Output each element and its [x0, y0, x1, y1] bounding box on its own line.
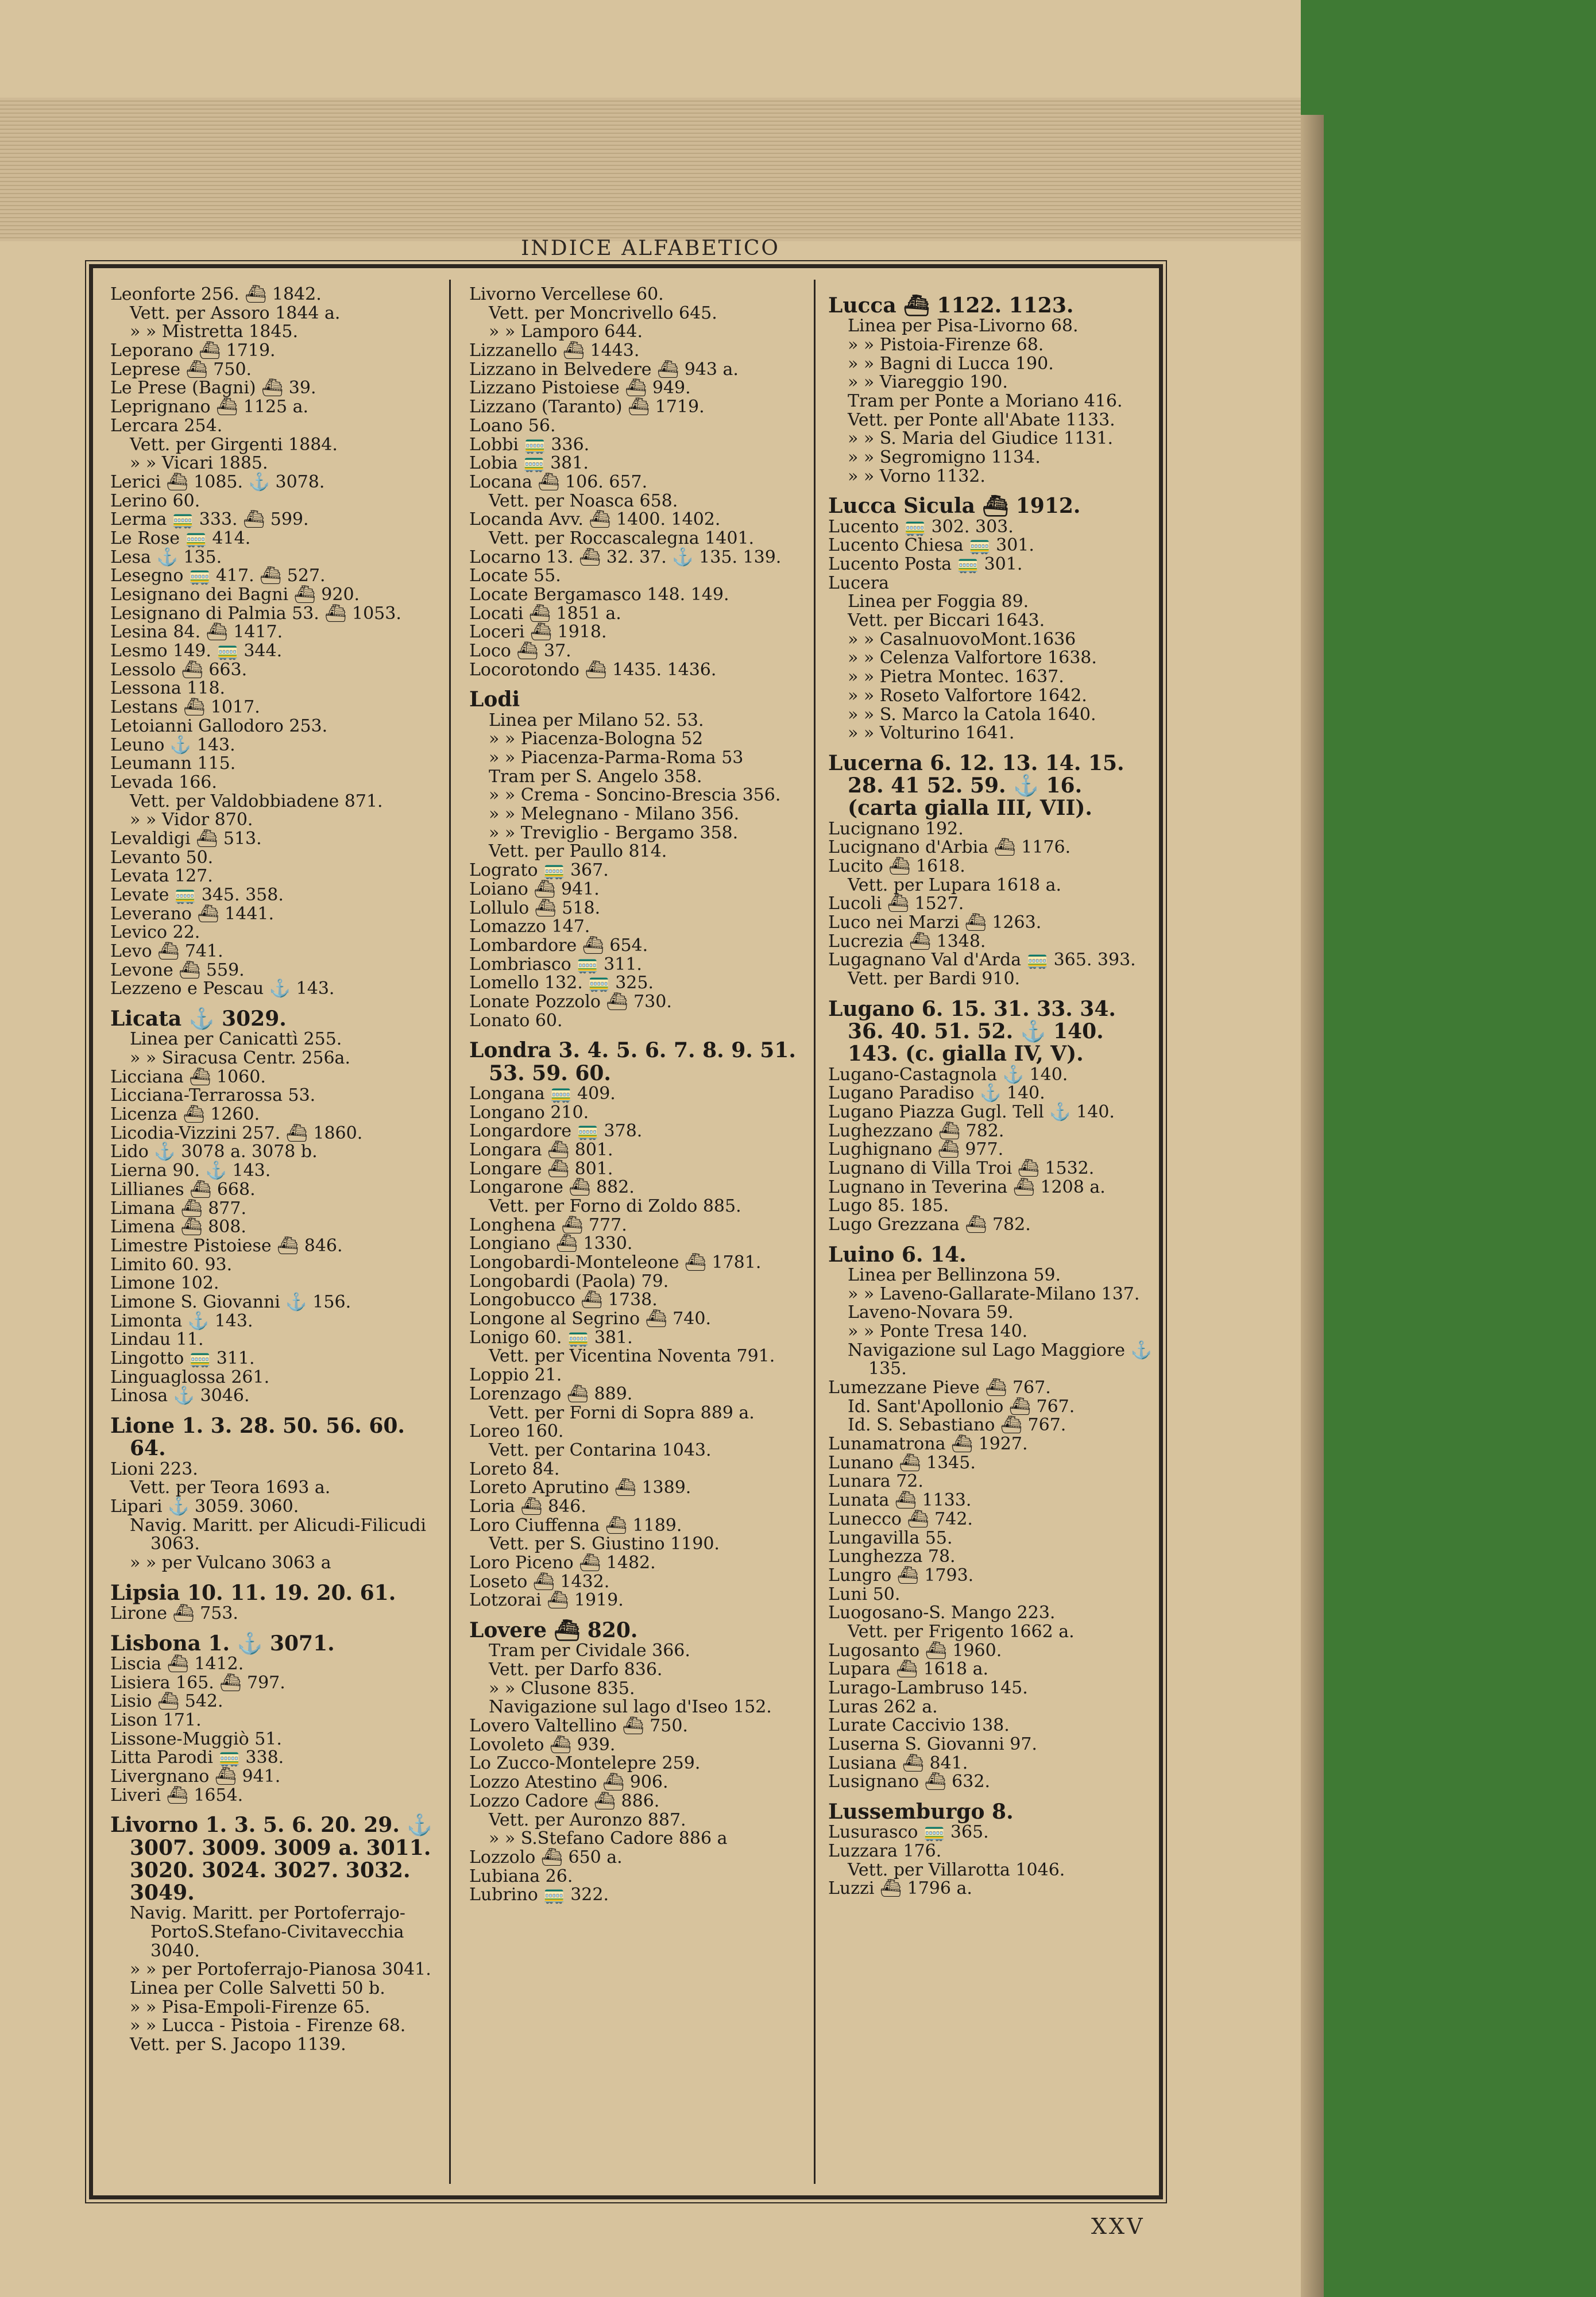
index-entry: Lesina 84. ⛴ 1417. — [110, 622, 283, 643]
index-entry: Loreto 84. — [469, 1459, 560, 1479]
index-entry: Lugano 6. 15. 31. 33. 34. 36. 40. 51. 52. ⚓ 140. 143. (c. gialla IV, V). — [828, 996, 1123, 1066]
index-entry: Linea per Pisa-Livorno 68. — [848, 316, 1079, 337]
index-entry: Lozzolo ⛴ 650 a. — [469, 1847, 623, 1867]
index-entry: Luzzi ⛴ 1796 a. — [828, 1878, 972, 1899]
index-entry: Lunara 72. — [828, 1471, 923, 1492]
index-entry: Lerino 60. — [110, 490, 200, 511]
index-entry: Limone 102. — [110, 1273, 219, 1294]
index-entry: Lovero Valtellino ⛴ 750. — [469, 1716, 688, 1737]
index-entry: » » S. Marco la Catola 1640. — [848, 704, 1096, 725]
index-entry: Lobia 🚃 381. — [469, 453, 589, 474]
index-entry: Leumann 115. — [110, 753, 236, 774]
index-entry: » » Celenza Valfortore 1638. — [848, 648, 1097, 668]
index-entry: Tram per Cividale 366. — [489, 1641, 690, 1661]
index-entry: Lioni 223. — [110, 1459, 198, 1479]
index-entry: Lizzano in Belvedere ⛴ 943 a. — [469, 359, 739, 380]
index-entry: Lercara 254. — [110, 415, 223, 436]
index-entry: Lusurasco 🚃 365. — [828, 1822, 989, 1843]
index-entry: Vett. per S. Jacopo 1139. — [130, 2035, 346, 2055]
column-divider — [814, 280, 816, 2184]
index-entry: » » Bagni di Lucca 190. — [848, 353, 1054, 374]
index-entry: Locanda Avv. ⛴ 1400. 1402. — [469, 509, 721, 530]
index-entry: Longobardi-Monteleone ⛴ 1781. — [469, 1252, 762, 1273]
index-entry: Lobbi 🚃 336. — [469, 434, 590, 455]
index-entry: Vett. per Auronzo 887. — [489, 1809, 686, 1830]
index-entry: Lesegno 🚃 417. ⛴ 527. — [110, 566, 326, 586]
index-entry: Lizzano Pistoiese ⛴ 949. — [469, 378, 691, 399]
index-entry: Lido ⚓ 3078 a. 3078 b. — [110, 1142, 318, 1162]
index-entry: Longardore 🚃 378. — [469, 1121, 643, 1142]
index-entry: Vett. per Forni di Sopra 889 a. — [489, 1402, 755, 1423]
index-entry: Lierna 90. ⚓ 143. — [110, 1161, 271, 1181]
index-entry: Vett. per Vicentina Noventa 791. — [489, 1346, 775, 1367]
index-entry: » » Pietra Montec. 1637. — [848, 667, 1064, 687]
index-entry: Lonato 60. — [469, 1010, 563, 1031]
index-entry: Lunamatrona ⛴ 1927. — [828, 1434, 1028, 1455]
index-entry: » » S.Stefano Cadore 886 a — [489, 1828, 728, 1849]
index-entry: Luserna S. Giovanni 97. — [828, 1734, 1037, 1755]
index-entry: Vett. per Paullo 814. — [489, 841, 667, 862]
index-entry: » » Vidor 870. — [130, 810, 253, 830]
index-entry: Linguaglossa 261. — [110, 1367, 270, 1387]
index-entry: Lughignano ⛴ 977. — [828, 1139, 1004, 1160]
index-entry: Lucera — [828, 573, 890, 593]
index-entry: Lione 1. 3. 28. 50. 56. 60. 64. — [110, 1414, 412, 1461]
index-entry: Lingotto 🚃 311. — [110, 1348, 255, 1369]
index-entry: Vett. per S. Giustino 1190. — [489, 1534, 720, 1554]
index-entry: Lonigo 60. 🚃 381. — [469, 1327, 633, 1348]
index-entry: Luzzara 176. — [828, 1841, 942, 1862]
index-entry: Lucignano d'Arbia ⛴ 1176. — [828, 837, 1071, 858]
index-entry: Liscia ⛴ 1412. — [110, 1653, 244, 1674]
index-entry: Le Prese (Bagni) ⛴ 39. — [110, 378, 316, 399]
index-entry: Lugosanto ⛴ 1960. — [828, 1640, 1002, 1661]
index-entry: Licenza ⛴ 1260. — [110, 1104, 260, 1125]
index-entry: Levate 🚃 345. 358. — [110, 885, 284, 905]
index-entry: Livorno Vercellese 60. — [469, 284, 664, 304]
index-entry: Lugo 85. 185. — [828, 1196, 949, 1216]
index-entry: Lupara ⛴ 1618 a. — [828, 1659, 989, 1680]
index-entry: Linosa ⚓ 3046. — [110, 1386, 250, 1406]
index-entry: Vett. per Frigento 1662 a. — [848, 1621, 1075, 1642]
index-entry: Lesignano dei Bagni ⛴ 920. — [110, 585, 360, 605]
index-entry: Lomello 132. 🚃 325. — [469, 973, 654, 993]
index-entry: » » Siracusa Centr. 256a. — [130, 1048, 350, 1069]
index-entry: Luino 6. 14. — [828, 1242, 967, 1267]
index-entry: Longano 210. — [469, 1102, 589, 1123]
index-entry: Lisbona 1. ⚓ 3071. — [110, 1631, 335, 1656]
index-entry: Vett. per Contarina 1043. — [489, 1440, 712, 1460]
index-entry: Levone ⛴ 559. — [110, 960, 245, 980]
index-entry: Id. S. Sebastiano ⛴ 767. — [848, 1415, 1066, 1436]
index-entry: » » Laveno-Gallarate-Milano 137. — [848, 1283, 1140, 1304]
index-entry: Loceri ⛴ 1918. — [469, 622, 607, 643]
index-entry: Lucento 🚃 302. 303. — [828, 516, 1014, 537]
index-entry: Vett. per Darfo 836. — [489, 1660, 663, 1680]
index-entry: Longarone ⛴ 882. — [469, 1177, 635, 1198]
index-entry: Lerma 🚃 333. ⛴ 599. — [110, 509, 309, 530]
index-entry: Lunano ⛴ 1345. — [828, 1452, 976, 1473]
index-entry: Livergnano ⛴ 941. — [110, 1766, 281, 1786]
index-entry: » » Pistoia-Firenze 68. — [848, 334, 1044, 355]
index-entry: Vett. per Teora 1693 a. — [130, 1478, 331, 1498]
index-entry: Le Rose 🚃 414. — [110, 528, 251, 548]
index-entry: Lozzo Atestino ⛴ 906. — [469, 1772, 668, 1793]
index-entry: Longiano ⛴ 1330. — [469, 1233, 633, 1254]
index-entry: Vett. per Villarotta 1046. — [848, 1859, 1065, 1880]
index-entry: Limito 60. 93. — [110, 1254, 233, 1275]
index-entry: Leonforte 256. ⛴ 1842. — [110, 284, 322, 304]
index-entry: Lugnano di Villa Troi ⛴ 1532. — [828, 1158, 1095, 1178]
index-entry: Licata ⚓ 3029. — [110, 1007, 287, 1031]
page-number: XXV — [1091, 2214, 1145, 2239]
index-entry: Luco nei Marzi ⛴ 1263. — [828, 912, 1042, 933]
index-entry: Longare ⛴ 801. — [469, 1158, 613, 1179]
index-entry: Lucoli ⛴ 1527. — [828, 894, 964, 914]
index-entry: Lestans ⛴ 1017. — [110, 697, 260, 718]
index-entry: Lorenzago ⛴ 889. — [469, 1383, 633, 1404]
index-entry: Linea per Foggia 89. — [848, 591, 1029, 612]
index-entry: Longara ⛴ 801. — [469, 1139, 613, 1160]
index-entry: Lungro ⛴ 1793. — [828, 1565, 974, 1586]
index-entry: Locorotondo ⛴ 1435. 1436. — [469, 659, 717, 680]
index-entry: » » Treviglio - Bergamo 358. — [489, 822, 739, 843]
index-entry: Vett. per Moncrivello 645. — [489, 303, 717, 323]
index-entry: Vett. per Roccascalegna 1401. — [489, 528, 755, 548]
index-entry: Livorno 1. 3. 5. 6. 20. 29. ⚓ 3007. 3009. 3009 a. 3011. 3020. 3024. 3027. 3032. 3049. — [110, 1813, 440, 1905]
index-entry: Lugnano in Teverina ⛴ 1208 a. — [828, 1177, 1106, 1197]
index-entry: » » per Portoferrajo-Pianosa 3041. — [130, 1959, 431, 1980]
index-entry: Linea per Bellinzona 59. — [848, 1264, 1061, 1285]
index-entry: Linea per Milano 52. 53. — [489, 710, 704, 730]
index-entry: Limone S. Giovanni ⚓ 156. — [110, 1291, 351, 1312]
index-entry: Loseto ⛴ 1432. — [469, 1571, 610, 1592]
index-entry: Lugagnano Val d'Arda 🚃 365. 393. — [828, 950, 1136, 970]
index-entry: Laveno-Novara 59. — [848, 1302, 1014, 1323]
index-entry: Lirone ⛴ 753. — [110, 1603, 238, 1623]
index-entry: Leprese ⛴ 750. — [110, 359, 252, 380]
index-entry: Vett. per Assoro 1844 a. — [130, 303, 341, 323]
index-entry: Levata 127. — [110, 866, 213, 887]
index-entry: Leverano ⛴ 1441. — [110, 903, 275, 924]
index-entry: Lodi — [469, 687, 520, 712]
index-entry: Lollulo ⛴ 518. — [469, 898, 601, 918]
index-entry: Loro Ciuffenna ⛴ 1189. — [469, 1515, 682, 1536]
index-entry: Lesa ⚓ 135. — [110, 547, 222, 567]
index-entry: Lugano Piazza Gugl. Tell ⚓ 140. — [828, 1101, 1115, 1122]
index-entry: Vett. per Valdobbiadene 871. — [130, 791, 383, 811]
page-header: INDICE ALFABETICO — [521, 237, 780, 260]
index-entry: Lotzorai ⛴ 1919. — [469, 1590, 624, 1611]
column-divider — [449, 280, 451, 2184]
index-entry: Vett. per Girgenti 1884. — [130, 434, 338, 455]
index-entry: » » S. Maria del Giudice 1131. — [848, 428, 1114, 449]
index-entry: Limestre Pistoiese ⛴ 846. — [110, 1235, 343, 1256]
index-entry: Lison 171. — [110, 1710, 202, 1730]
index-entry: Lurago-Lambruso 145. — [828, 1678, 1028, 1699]
index-entry: Lessona 118. — [110, 678, 226, 699]
index-entry: Lesmo 149. 🚃 344. — [110, 641, 283, 662]
index-entry: Lonate Pozzolo ⛴ 730. — [469, 991, 672, 1012]
index-entry: Lughezzano ⛴ 782. — [828, 1120, 1004, 1141]
index-entry: » » Crema - Soncino-Brescia 356. — [489, 785, 781, 806]
index-entry: Linea per Colle Salvetti 50 b. — [130, 1978, 385, 1999]
index-entry: Lusiana ⛴ 841. — [828, 1753, 968, 1773]
index-entry: Liveri ⛴ 1654. — [110, 1785, 244, 1805]
index-entry: Leprignano ⛴ 1125 a. — [110, 397, 309, 417]
index-entry: Levo ⛴ 741. — [110, 941, 223, 962]
index-entry: Longone al Segrino ⛴ 740. — [469, 1309, 711, 1329]
index-entry: Vett. per Biccari 1643. — [848, 610, 1045, 631]
index-entry: Linea per Canicattì 255. — [130, 1029, 342, 1050]
index-entry: » » Viareggio 190. — [848, 372, 1008, 393]
index-entry: Lucento Posta 🚃 301. — [828, 554, 1023, 575]
index-entry: Lombardore ⛴ 654. — [469, 935, 648, 956]
index-entry: Lisiera 165. ⛴ 797. — [110, 1672, 285, 1693]
index-entry: Lucca Sicula ⛴ 1912. — [828, 494, 1081, 519]
index-entry: Lusignano ⛴ 632. — [828, 1772, 990, 1792]
index-entry: Loreto Aprutino ⛴ 1389. — [469, 1478, 691, 1498]
index-entry: Lombriasco 🚃 311. — [469, 954, 642, 975]
index-entry: Lovere ⛴ 820. — [469, 1618, 638, 1643]
index-entry: Lozzo Cadore ⛴ 886. — [469, 1791, 660, 1811]
index-entry: Lucrezia ⛴ 1348. — [828, 931, 986, 952]
index-entry: Lunghezza 78. — [828, 1546, 956, 1567]
index-column-1 — [110, 284, 440, 2178]
index-entry: » » Lucca - Pistoia - Firenze 68. — [130, 2016, 406, 2036]
index-entry: Lucito ⛴ 1618. — [828, 856, 965, 876]
index-entry: » » Roseto Valfortore 1642. — [848, 685, 1087, 706]
index-entry: » » Lamporo 644. — [489, 322, 643, 342]
index-entry: Longobardi (Paola) 79. — [469, 1271, 669, 1291]
index-entry: Locarno 13. ⛴ 32. 37. ⚓ 135. 139. — [469, 547, 782, 567]
index-entry: Levada 166. — [110, 772, 217, 792]
index-entry: Lucento Chiesa 🚃 301. — [828, 535, 1034, 556]
index-entry: Licciana-Terrarossa 53. — [110, 1085, 316, 1106]
index-entry: Id. Sant'Apollonio ⛴ 767. — [848, 1396, 1075, 1417]
index-entry: Lessolo ⛴ 663. — [110, 659, 248, 680]
index-entry: » » Ponte Tresa 140. — [848, 1321, 1028, 1341]
index-entry: » » Melegnano - Milano 356. — [489, 804, 740, 825]
index-entry: Luni 50. — [828, 1584, 901, 1604]
index-entry: Licciana ⛴ 1060. — [110, 1066, 266, 1087]
index-entry: Loco ⛴ 37. — [469, 641, 571, 662]
index-entry: Lucca ⛴ 1122. 1123. — [828, 293, 1074, 318]
page-edge — [1301, 115, 1324, 2297]
index-entry: Lugano-Castagnola ⚓ 140. — [828, 1064, 1068, 1085]
index-entry: Lubrino 🚃 322. — [469, 1885, 609, 1905]
index-entry: » » Piacenza-Parma-Roma 53 — [489, 748, 744, 768]
index-entry: Navigazione sul Lago Maggiore ⚓ 135. — [848, 1340, 1158, 1379]
index-entry: Lugano Paradiso ⚓ 140. — [828, 1083, 1045, 1104]
index-entry: Vett. per Bardi 910. — [848, 969, 1021, 989]
index-entry: Lunata ⛴ 1133. — [828, 1490, 972, 1511]
index-entry: Lipari ⚓ 3059. 3060. — [110, 1496, 299, 1517]
index-entry: » » Vicari 1885. — [130, 453, 268, 474]
index-entry: Lubiana 26. — [469, 1866, 573, 1886]
index-entry: Lerici ⛴ 1085. ⚓ 3078. — [110, 471, 325, 492]
index-entry: Litta Parodi 🚃 338. — [110, 1747, 284, 1768]
index-frame — [89, 264, 1163, 2199]
index-entry: » » Piacenza-Bologna 52 — [489, 729, 704, 749]
index-entry: Lizzanello ⛴ 1443. — [469, 341, 640, 361]
index-entry: Locate Bergamasco 148. 149. — [469, 585, 729, 605]
index-entry: Lussemburgo 8. — [828, 1800, 1014, 1824]
index-entry: » » CasalnuovoMont.1636 — [848, 629, 1076, 649]
index-entry: Lomazzo 147. — [469, 917, 590, 937]
index-entry: Leporano ⛴ 1719. — [110, 341, 276, 361]
index-entry: Lugo Grezzana ⛴ 782. — [828, 1215, 1031, 1235]
index-entry: Locana ⛴ 106. 657. — [469, 471, 648, 492]
index-entry: Levico 22. — [110, 922, 200, 943]
index-entry: Luogosano-S. Mango 223. — [828, 1603, 1056, 1623]
index-entry: Locate 55. — [469, 566, 561, 586]
index-entry: Lovoleto ⛴ 939. — [469, 1734, 616, 1755]
index-entry: Lumezzane Pieve ⛴ 767. — [828, 1378, 1051, 1398]
index-entry: Locati ⛴ 1851 a. — [469, 603, 621, 624]
index-entry: Vett. per Noasca 658. — [489, 490, 678, 511]
index-column-3 — [828, 285, 1156, 2178]
index-entry: Lisio ⛴ 542. — [110, 1691, 223, 1712]
index-entry: Lillianes ⛴ 668. — [110, 1179, 256, 1200]
index-entry: Lucerna 6. 12. 13. 14. 15. 28. 41 52. 59. ⚓ 16. (carta gialla III, VII). — [828, 751, 1132, 821]
index-entry: Lizzano (Taranto) ⛴ 1719. — [469, 397, 705, 417]
index-entry: Loiano ⛴ 941. — [469, 879, 600, 899]
index-entry: Loria ⛴ 846. — [469, 1496, 586, 1517]
index-entry: » » Mistretta 1845. — [130, 322, 299, 342]
index-entry: Londra 3. 4. 5. 6. 7. 8. 9. 51. 53. 59. 60. — [469, 1038, 803, 1085]
index-entry: Lucignano 192. — [828, 818, 964, 839]
index-entry: Limana ⛴ 877. — [110, 1198, 247, 1219]
index-entry: Loppio 21. — [469, 1365, 562, 1386]
index-entry: » » Clusone 835. — [489, 1678, 635, 1699]
index-entry: Lindau 11. — [110, 1329, 204, 1350]
index-entry: Tram per Ponte a Moriano 416. — [848, 390, 1123, 411]
index-entry: » » Segromigno 1134. — [848, 447, 1041, 468]
index-entry: Luras 262 a. — [828, 1696, 938, 1717]
index-entry: Limonta ⚓ 143. — [110, 1310, 253, 1331]
index-entry: Tram per S. Angelo 358. — [489, 766, 702, 787]
index-entry: Vett. per Lupara 1618 a. — [848, 875, 1062, 895]
index-entry: Navigazione sul lago d'Iseo 152. — [489, 1697, 772, 1718]
index-entry: Letoianni Gallodoro 253. — [110, 716, 328, 736]
index-entry: Leuno ⚓ 143. — [110, 734, 235, 755]
index-entry: Levaldigi ⛴ 513. — [110, 828, 262, 849]
index-entry: Longobucco ⛴ 1738. — [469, 1290, 658, 1310]
page-stack-edges — [0, 98, 1301, 241]
index-entry: Levanto 50. — [110, 847, 214, 868]
index-entry: » » per Vulcano 3063 a — [130, 1553, 331, 1573]
index-entry: Vett. per Ponte all'Abate 1133. — [848, 409, 1115, 430]
index-entry: Lissone-Muggiò 51. — [110, 1728, 282, 1749]
index-entry: Lipsia 10. 11. 19. 20. 61. — [110, 1580, 396, 1605]
index-entry: » » Vorno 1132. — [848, 466, 986, 486]
index-entry: Lograto 🚃 367. — [469, 860, 609, 881]
index-column-2 — [469, 285, 808, 2178]
index-entry: Lezzeno e Pescau ⚓ 143. — [110, 979, 335, 999]
index-entry: Navig. Maritt. per Portoferrajo-PortoS.Stefano-Civitavecchia 3040. — [130, 1903, 410, 1961]
index-entry: Lunecco ⛴ 742. — [828, 1509, 973, 1529]
index-entry: Lo Zucco-Montelepre 259. — [469, 1753, 701, 1774]
index-entry: » » Volturino 1641. — [848, 723, 1015, 744]
index-entry: Loano 56. — [469, 415, 556, 436]
index-entry: Loreo 160. — [469, 1421, 564, 1442]
index-entry: Limena ⛴ 808. — [110, 1217, 246, 1238]
index-entry: Lurate Caccivio 138. — [828, 1715, 1010, 1736]
index-entry: Lesignano di Palmia 53. ⛴ 1053. — [110, 603, 401, 624]
index-entry: Navig. Maritt. per Alicudi-Filicudi 3063. — [130, 1515, 432, 1554]
index-entry: Loro Piceno ⛴ 1482. — [469, 1553, 656, 1573]
index-entry: Lungavilla 55. — [828, 1528, 953, 1548]
index-entry: Licodia-Vizzini 257. ⛴ 1860. — [110, 1123, 363, 1143]
index-entry: Longhena ⛴ 777. — [469, 1215, 627, 1235]
index-entry: » » Pisa-Empoli-Firenze 65. — [130, 1997, 370, 2017]
index-entry: Longana 🚃 409. — [469, 1083, 616, 1104]
index-entry: Vett. per Forno di Zoldo 885. — [489, 1196, 741, 1216]
